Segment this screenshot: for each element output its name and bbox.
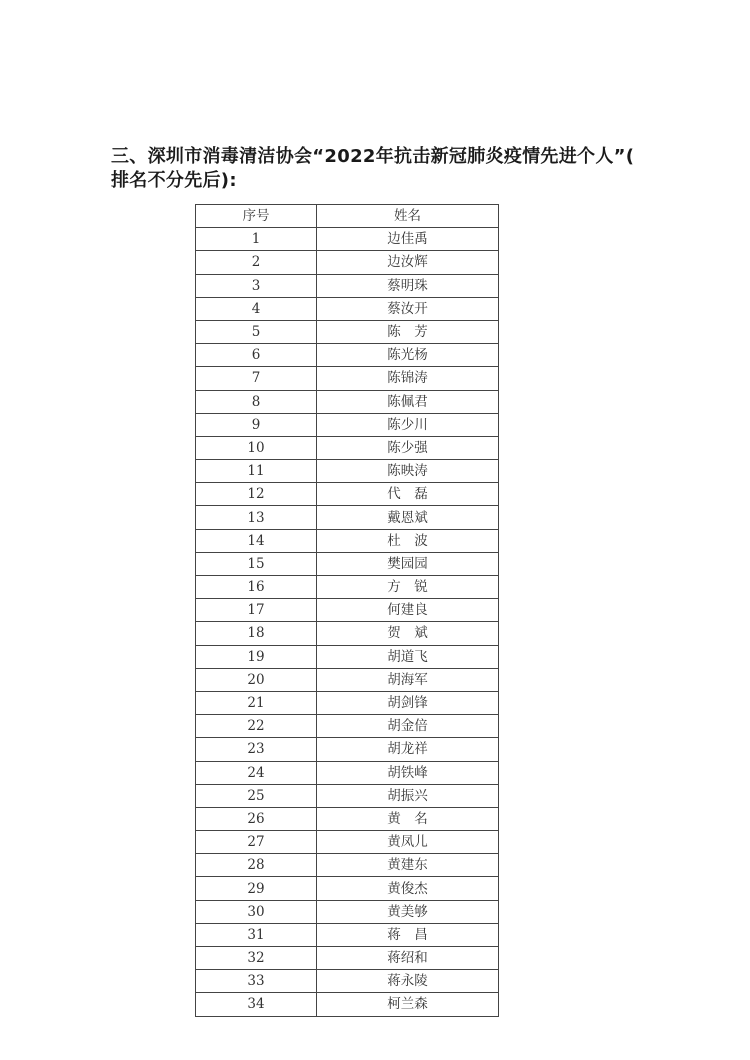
table-row <box>196 552 499 575</box>
table-row <box>196 807 499 830</box>
person-name: 胡铁峰 <box>317 761 499 784</box>
row-number: 33 <box>196 970 317 993</box>
table-row <box>196 506 499 529</box>
person-name: 蒋 昌 <box>317 923 499 946</box>
table-row <box>196 320 499 343</box>
row-number: 17 <box>196 599 317 622</box>
honoree-table <box>195 204 499 1017</box>
person-name: 胡道飞 <box>317 645 499 668</box>
heading-line-2: 排名不分先后): <box>111 170 237 191</box>
row-number: 5 <box>196 320 317 343</box>
table-row <box>196 599 499 622</box>
table-row <box>196 367 499 390</box>
table-row <box>196 251 499 274</box>
person-name: 黄俊杰 <box>317 877 499 900</box>
table-row <box>196 297 499 320</box>
row-number: 14 <box>196 529 317 552</box>
row-number: 24 <box>196 761 317 784</box>
table-row <box>196 784 499 807</box>
table-row <box>196 668 499 691</box>
person-name: 陈锦涛 <box>317 367 499 390</box>
person-name: 陈少川 <box>317 413 499 436</box>
table-row <box>196 715 499 738</box>
row-number: 2 <box>196 251 317 274</box>
person-name: 胡龙祥 <box>317 738 499 761</box>
table-row <box>196 576 499 599</box>
person-name: 黄凤儿 <box>317 831 499 854</box>
table-row <box>196 228 499 251</box>
row-number: 21 <box>196 691 317 714</box>
table-body <box>196 228 499 1016</box>
person-name: 戴恩斌 <box>317 506 499 529</box>
row-number: 10 <box>196 436 317 459</box>
row-number: 30 <box>196 900 317 923</box>
person-name: 边汝辉 <box>317 251 499 274</box>
row-number: 34 <box>196 993 317 1016</box>
table-row <box>196 831 499 854</box>
person-name: 陈少强 <box>317 436 499 459</box>
row-number: 32 <box>196 947 317 970</box>
person-name: 边佳禹 <box>317 228 499 251</box>
table-row <box>196 390 499 413</box>
table-row <box>196 274 499 297</box>
person-name: 胡海军 <box>317 668 499 691</box>
person-name: 蒋绍和 <box>317 947 499 970</box>
person-name: 胡金倍 <box>317 715 499 738</box>
table-row <box>196 344 499 367</box>
table-row <box>196 970 499 993</box>
row-number: 29 <box>196 877 317 900</box>
person-name: 樊园园 <box>317 552 499 575</box>
row-number: 28 <box>196 854 317 877</box>
row-number: 25 <box>196 784 317 807</box>
person-name: 陈佩君 <box>317 390 499 413</box>
table-row <box>196 645 499 668</box>
table-row <box>196 854 499 877</box>
row-number: 16 <box>196 576 317 599</box>
row-number: 15 <box>196 552 317 575</box>
row-number: 26 <box>196 807 317 830</box>
row-number: 9 <box>196 413 317 436</box>
table-row <box>196 691 499 714</box>
table-row <box>196 529 499 552</box>
table-row <box>196 483 499 506</box>
person-name: 蒋永陵 <box>317 970 499 993</box>
row-number: 8 <box>196 390 317 413</box>
table-row <box>196 877 499 900</box>
row-number: 7 <box>196 367 317 390</box>
table-row <box>196 900 499 923</box>
row-number: 13 <box>196 506 317 529</box>
row-number: 20 <box>196 668 317 691</box>
row-number: 12 <box>196 483 317 506</box>
person-name: 柯兰森 <box>317 993 499 1016</box>
row-number: 27 <box>196 831 317 854</box>
row-number: 18 <box>196 622 317 645</box>
person-name: 陈光杨 <box>317 344 499 367</box>
column-header-name: 姓名 <box>317 205 499 228</box>
table-header-row <box>196 205 499 228</box>
table-row <box>196 993 499 1016</box>
row-number: 19 <box>196 645 317 668</box>
person-name: 黄 名 <box>317 807 499 830</box>
row-number: 22 <box>196 715 317 738</box>
person-name: 黄美够 <box>317 900 499 923</box>
table-row <box>196 460 499 483</box>
row-number: 23 <box>196 738 317 761</box>
person-name: 何建良 <box>317 599 499 622</box>
row-number: 3 <box>196 274 317 297</box>
person-name: 杜 波 <box>317 529 499 552</box>
table-row <box>196 738 499 761</box>
row-number: 6 <box>196 344 317 367</box>
table-row <box>196 923 499 946</box>
person-name: 胡振兴 <box>317 784 499 807</box>
person-name: 胡剑锋 <box>317 691 499 714</box>
row-number: 1 <box>196 228 317 251</box>
person-name: 贺 斌 <box>317 622 499 645</box>
section-heading <box>111 145 651 193</box>
column-header-number: 序号 <box>196 205 317 228</box>
row-number: 31 <box>196 923 317 946</box>
table-row <box>196 622 499 645</box>
person-name: 黄建东 <box>317 854 499 877</box>
row-number: 11 <box>196 460 317 483</box>
heading-line-1: 三、深圳市消毒清洁协会“2022年抗击新冠肺炎疫情先进个人”( <box>111 146 635 167</box>
table-row <box>196 761 499 784</box>
person-name: 蔡明珠 <box>317 274 499 297</box>
table-row <box>196 947 499 970</box>
person-name: 陈映涛 <box>317 460 499 483</box>
row-number: 4 <box>196 297 317 320</box>
person-name: 陈 芳 <box>317 320 499 343</box>
person-name: 代 磊 <box>317 483 499 506</box>
person-name: 方 锐 <box>317 576 499 599</box>
table-row <box>196 436 499 459</box>
table-row <box>196 413 499 436</box>
person-name: 蔡汝开 <box>317 297 499 320</box>
